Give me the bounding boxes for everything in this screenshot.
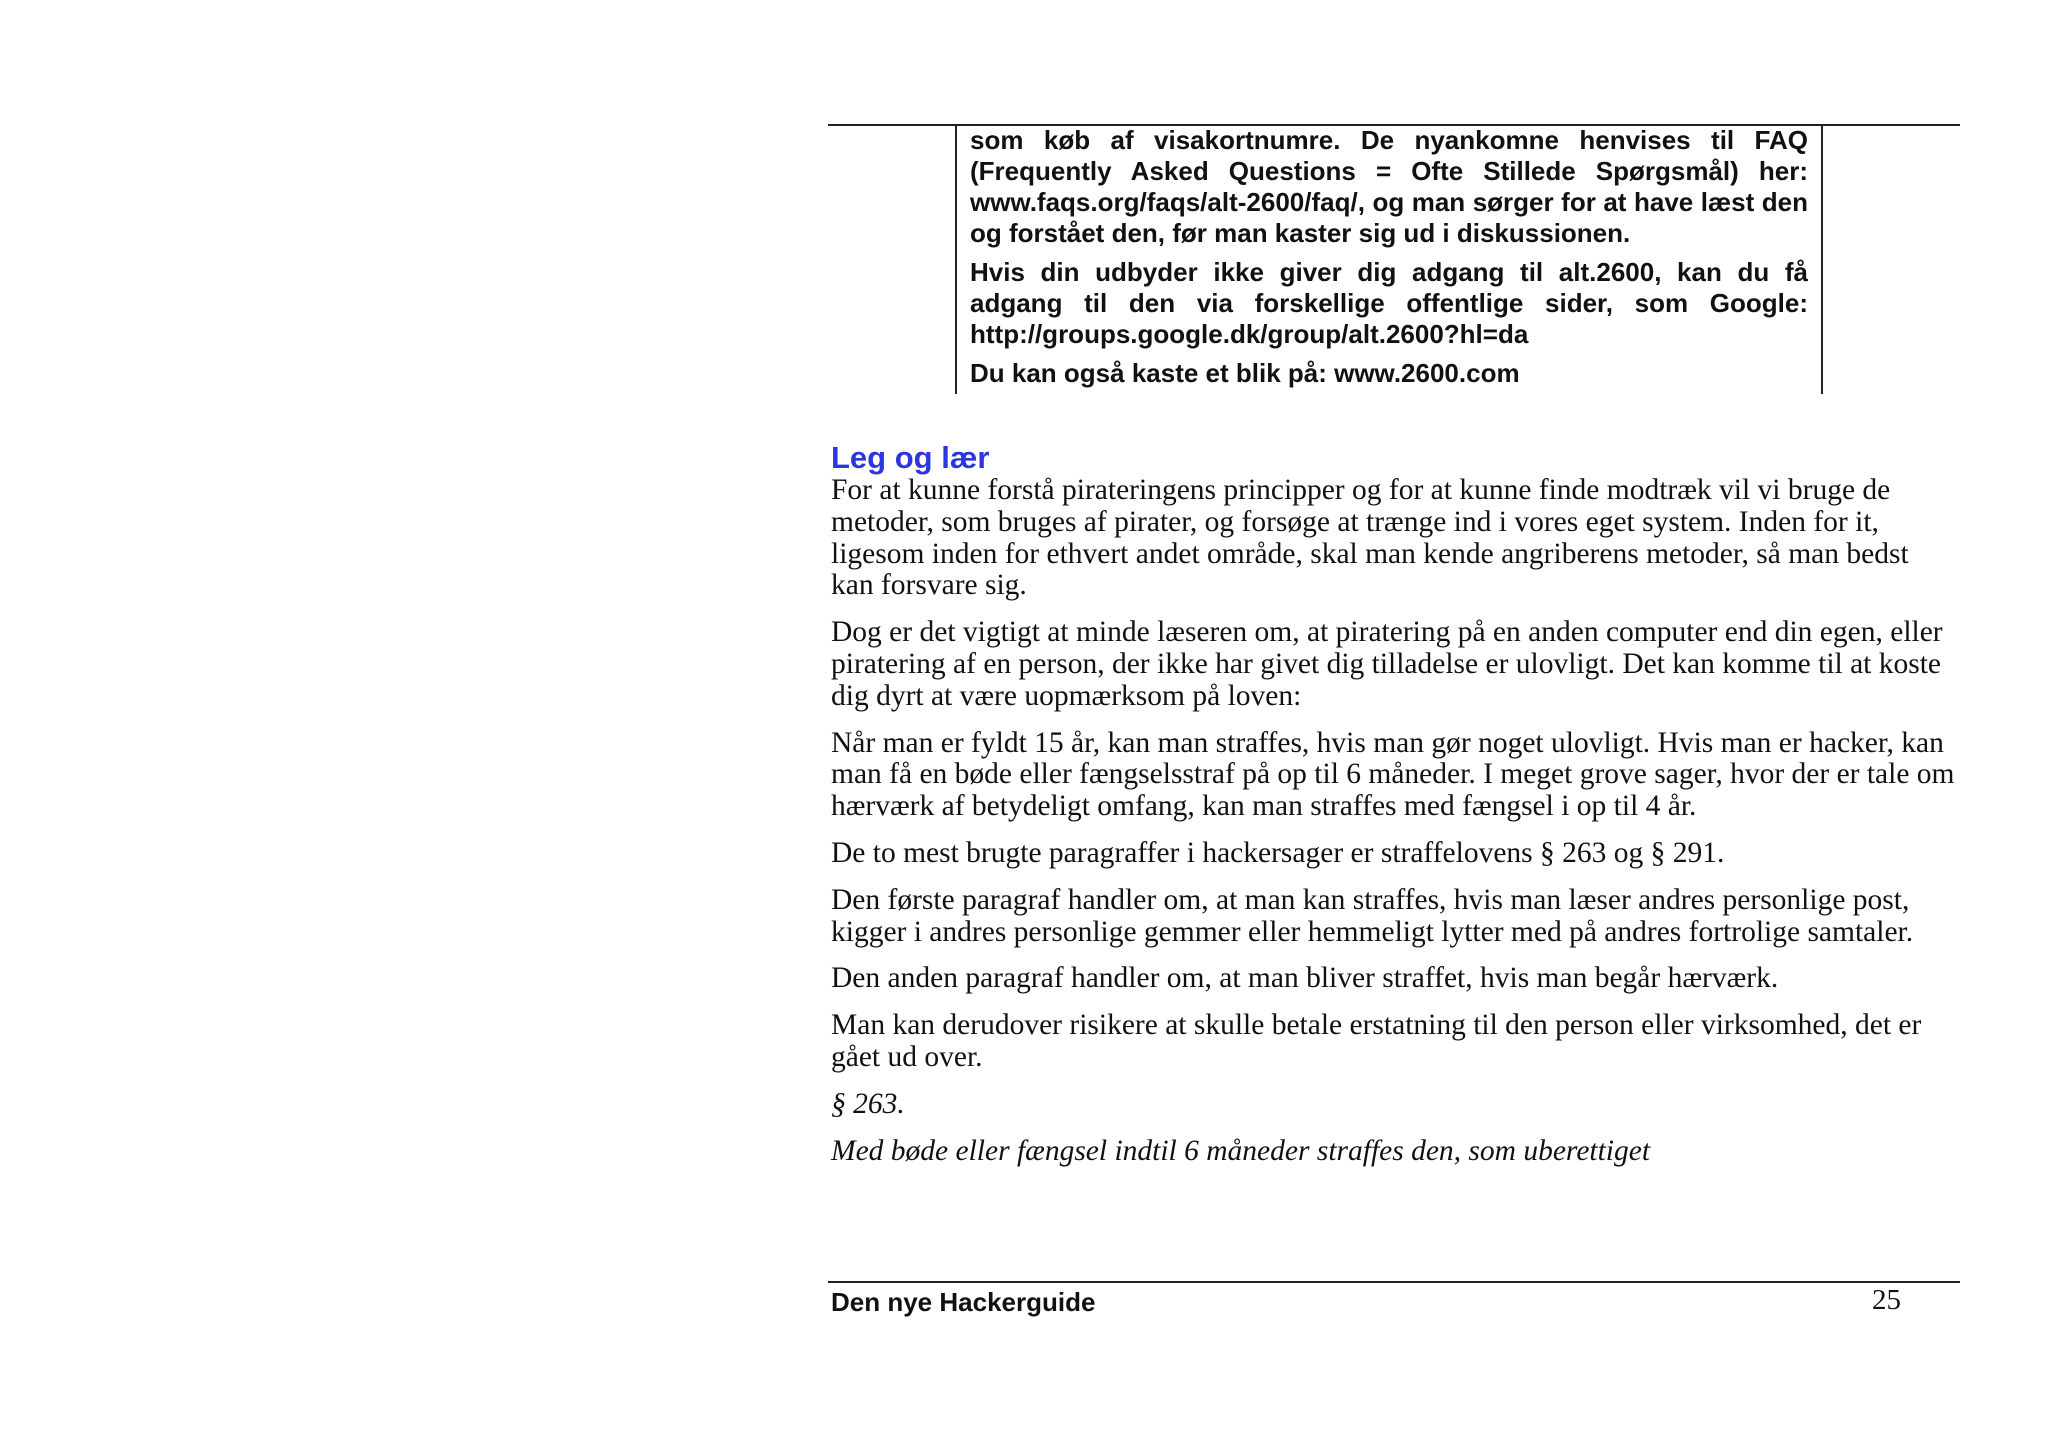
box-paragraph-2: Hvis din udbyder ikke giver dig adgang til alt.2600, kan du få adgang til den via forskellige offentlige sider, som Google: http://groups.google.dk/group/alt.2600?hl=da xyxy=(970,257,1808,349)
bottom-rule xyxy=(828,1281,1960,1283)
footer-title: Den nye Hackerguide xyxy=(831,1287,1096,1317)
body-paragraph-1: For at kunne forstå pirateringens principper og for at kunne finde modtræk vil vi bruge de metoder, som bruges af pirater, og forsøge at trænge ind i vores eget system. Inden for it, ligesom inden for ethvert andet område, skal man kende angriberens metoder, så man bedst kan forsvare sig. xyxy=(831,474,1909,602)
section-heading: Leg og lær xyxy=(831,440,990,475)
box-paragraph-1: som køb af visakortnumre. De nyankomne henvises til FAQ (Frequently Asked Questions = Ofte Stillede Spørgsmål) her: www.faqs.org/faqs/alt-2600/faq/, og man sørger for at have læst den og forstået den, før man kaster sig ud i diskussionen. xyxy=(970,125,1808,248)
law-section-number: § 263. xyxy=(831,1087,905,1120)
body-paragraph-7: Man kan derudover risikere at skulle betale erstatning til den person eller virksomhed, det er gået ud over. xyxy=(831,1009,1922,1073)
body-paragraph-2: Dog er det vigtigt at minde læseren om, at piratering på en anden computer end din egen, eller piratering af en person, der ikke har givet dig tilladelse er ulovligt. Det kan komme til at koste dig dyrt at være uopmærksom på loven: xyxy=(831,616,1943,712)
body-paragraph-5: Den første paragraf handler om, at man kan straffes, hvis man læser andres personlige post, kigger i andres personlige gemmer eller hemmeligt lytter med på andres fortrolige samtaler. xyxy=(831,883,1914,948)
sidebar-box xyxy=(955,126,1823,394)
body-paragraph-4: De to mest brugte paragraffer i hackersager er straffelovens § 263 og § 291. xyxy=(831,836,1725,869)
page-number: 25 xyxy=(1872,1284,1901,1316)
body-paragraph-6: Den anden paragraf handler om, at man bliver straffet, hvis man begår hærværk. xyxy=(831,962,1779,995)
box-paragraph-3: Du kan også kaste et blik på: www.2600.com xyxy=(970,358,1520,388)
section-body xyxy=(831,475,1957,1182)
law-quote: Med bøde eller fængsel indtil 6 måneder straffes den, som uberettiget xyxy=(831,1134,1651,1167)
body-paragraph-3: Når man er fyldt 15 år, kan man straffes, hvis man gør noget ulovligt. Hvis man er hacker, kan man få en bøde eller fængselsstraf på op til 6 måneder. I meget grove sager, hvor der er tale om hærværk af betydeligt omfang, kan man straffes med fængsel i op til 4 år. xyxy=(831,726,1955,823)
